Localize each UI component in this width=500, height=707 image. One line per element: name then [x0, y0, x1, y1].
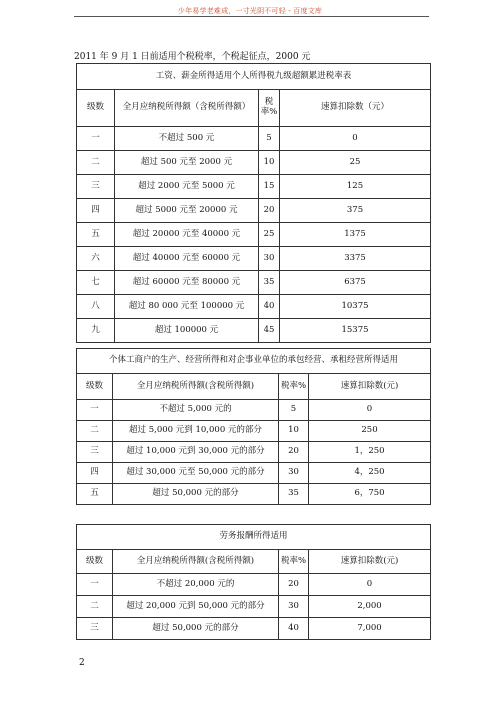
header-rate: 税率%: [279, 550, 309, 574]
cell-income: 超过 5,000 元到 10,000 元的部分: [113, 421, 279, 442]
table-row: [77, 484, 431, 505]
cell-rate: 30: [279, 463, 309, 484]
cell-income: 超过 50,000 元的部分: [113, 618, 279, 640]
header-level: 级数: [77, 550, 113, 574]
cell-level: 七: [77, 271, 115, 295]
table-row: [77, 463, 431, 484]
table-row: [77, 223, 431, 247]
table-row: [77, 442, 431, 463]
cell-rate: 20: [279, 574, 309, 596]
table-row: [77, 151, 431, 175]
table-body: [77, 400, 431, 505]
cell-level: 三: [77, 618, 113, 640]
cell-rate: 45: [259, 319, 280, 343]
cell-deduction: 7,000: [309, 618, 431, 640]
table-row: [77, 247, 431, 271]
table-row: [77, 596, 431, 618]
cell-deduction: 375: [280, 199, 431, 223]
table-body: [77, 574, 431, 640]
cell-level: 一: [77, 400, 113, 421]
header-divider: [74, 16, 429, 17]
table-row: [77, 618, 431, 640]
salary-tax-table: [76, 63, 431, 343]
cell-rate: 5: [259, 127, 280, 151]
header-deduction: 速算扣除数（元）: [280, 90, 431, 127]
header-income: 全月应纳税所得额(含税所得额): [113, 374, 279, 400]
cell-rate: 30: [279, 596, 309, 618]
cell-income: 超过 5000 元至 20000 元: [115, 199, 259, 223]
cell-income: 超过 60000 元至 80000 元: [115, 271, 259, 295]
cell-deduction: 0: [309, 574, 431, 596]
cell-rate: 25: [259, 223, 280, 247]
table-row: [77, 421, 431, 442]
cell-deduction: 4，250: [309, 463, 431, 484]
header-deduction: 速算扣除数(元): [309, 374, 431, 400]
cell-deduction: 0: [309, 400, 431, 421]
header-level: 级数: [77, 374, 113, 400]
cell-level: 二: [77, 596, 113, 618]
cell-deduction: 1375: [280, 223, 431, 247]
cell-rate: 35: [259, 271, 280, 295]
cell-rate: 20: [279, 442, 309, 463]
cell-level: 八: [77, 295, 115, 319]
cell-income: 超过 40000 元至 60000 元: [115, 247, 259, 271]
cell-deduction: 6375: [280, 271, 431, 295]
cell-income: 不超过 20,000 元的: [113, 574, 279, 596]
cell-deduction: 6，750: [309, 484, 431, 505]
cell-rate: 40: [279, 618, 309, 640]
cell-income: 超过 10,000 元到 30,000 元的部分: [113, 442, 279, 463]
table-caption: 劳务报酬所得适用: [77, 525, 431, 550]
table-row: [77, 319, 431, 343]
cell-income: 不超过 5,000 元的: [113, 400, 279, 421]
page-number: 2: [79, 658, 85, 668]
business-tax-table: [76, 348, 431, 505]
cell-deduction: 0: [280, 127, 431, 151]
table-caption: 个体工商户的生产、经营所得和对企事业单位的承包经营、承租经营所得适用: [77, 349, 431, 374]
cell-deduction: 250: [309, 421, 431, 442]
header-level: 级数: [77, 90, 115, 127]
cell-income: 超过 100000 元: [115, 319, 259, 343]
cell-level: 五: [77, 484, 113, 505]
header-rate: 税率%: [259, 90, 280, 127]
cell-level: 二: [77, 151, 115, 175]
cell-deduction: 10375: [280, 295, 431, 319]
intro-line: 2011 年 9 月 1 日前适用个税税率，个税起征点，2000 元: [74, 52, 311, 62]
watermark-text: 少年易学老难成，一寸光阴不可轻 - 百度文库: [177, 7, 323, 15]
cell-rate: 10: [279, 421, 309, 442]
cell-level: 一: [77, 127, 115, 151]
cell-income: 超过 50,000 元的部分: [113, 484, 279, 505]
cell-level: 四: [77, 463, 113, 484]
table-row: [77, 271, 431, 295]
cell-rate: 5: [279, 400, 309, 421]
cell-income: 超过 500 元至 2000 元: [115, 151, 259, 175]
cell-level: 五: [77, 223, 115, 247]
cell-income: 不超过 500 元: [115, 127, 259, 151]
cell-level: 三: [77, 442, 113, 463]
cell-deduction: 125: [280, 175, 431, 199]
cell-deduction: 1，250: [309, 442, 431, 463]
cell-deduction: 15375: [280, 319, 431, 343]
table-row: [77, 295, 431, 319]
header-income: 全月应纳税所得额(含税所得额): [113, 550, 279, 574]
cell-level: 一: [77, 574, 113, 596]
cell-rate: 10: [259, 151, 280, 175]
cell-deduction: 2,000: [309, 596, 431, 618]
cell-level: 九: [77, 319, 115, 343]
cell-rate: 35: [279, 484, 309, 505]
cell-rate: 15: [259, 175, 280, 199]
cell-rate: 20: [259, 199, 280, 223]
table-row: [77, 400, 431, 421]
table-row: [77, 127, 431, 151]
header-deduction: 速算扣除数(元): [309, 550, 431, 574]
cell-rate: 40: [259, 295, 280, 319]
cell-level: 六: [77, 247, 115, 271]
table-row: [77, 199, 431, 223]
cell-level: 二: [77, 421, 113, 442]
table-row: [77, 175, 431, 199]
cell-income: 超过 20,000 元到 50,000 元的部分: [113, 596, 279, 618]
labor-tax-table: [76, 524, 431, 640]
cell-level: 四: [77, 199, 115, 223]
cell-deduction: 3375: [280, 247, 431, 271]
cell-income: 超过 20000 元至 40000 元: [115, 223, 259, 247]
header-income: 全月应纳税所得额（含税所得额）: [115, 90, 259, 127]
cell-income: 超过 2000 元至 5000 元: [115, 175, 259, 199]
table-row: [77, 574, 431, 596]
table-body: [77, 127, 431, 343]
cell-rate: 30: [259, 247, 280, 271]
cell-deduction: 25: [280, 151, 431, 175]
table-caption: 工资、薪金所得适用个人所得税九级超额累进税率表: [77, 64, 431, 90]
cell-income: 超过 30,000 元至 50,000 元的部分: [113, 463, 279, 484]
cell-level: 三: [77, 175, 115, 199]
header-rate: 税率%: [279, 374, 309, 400]
cell-income: 超过 80 000 元至 100000 元: [115, 295, 259, 319]
